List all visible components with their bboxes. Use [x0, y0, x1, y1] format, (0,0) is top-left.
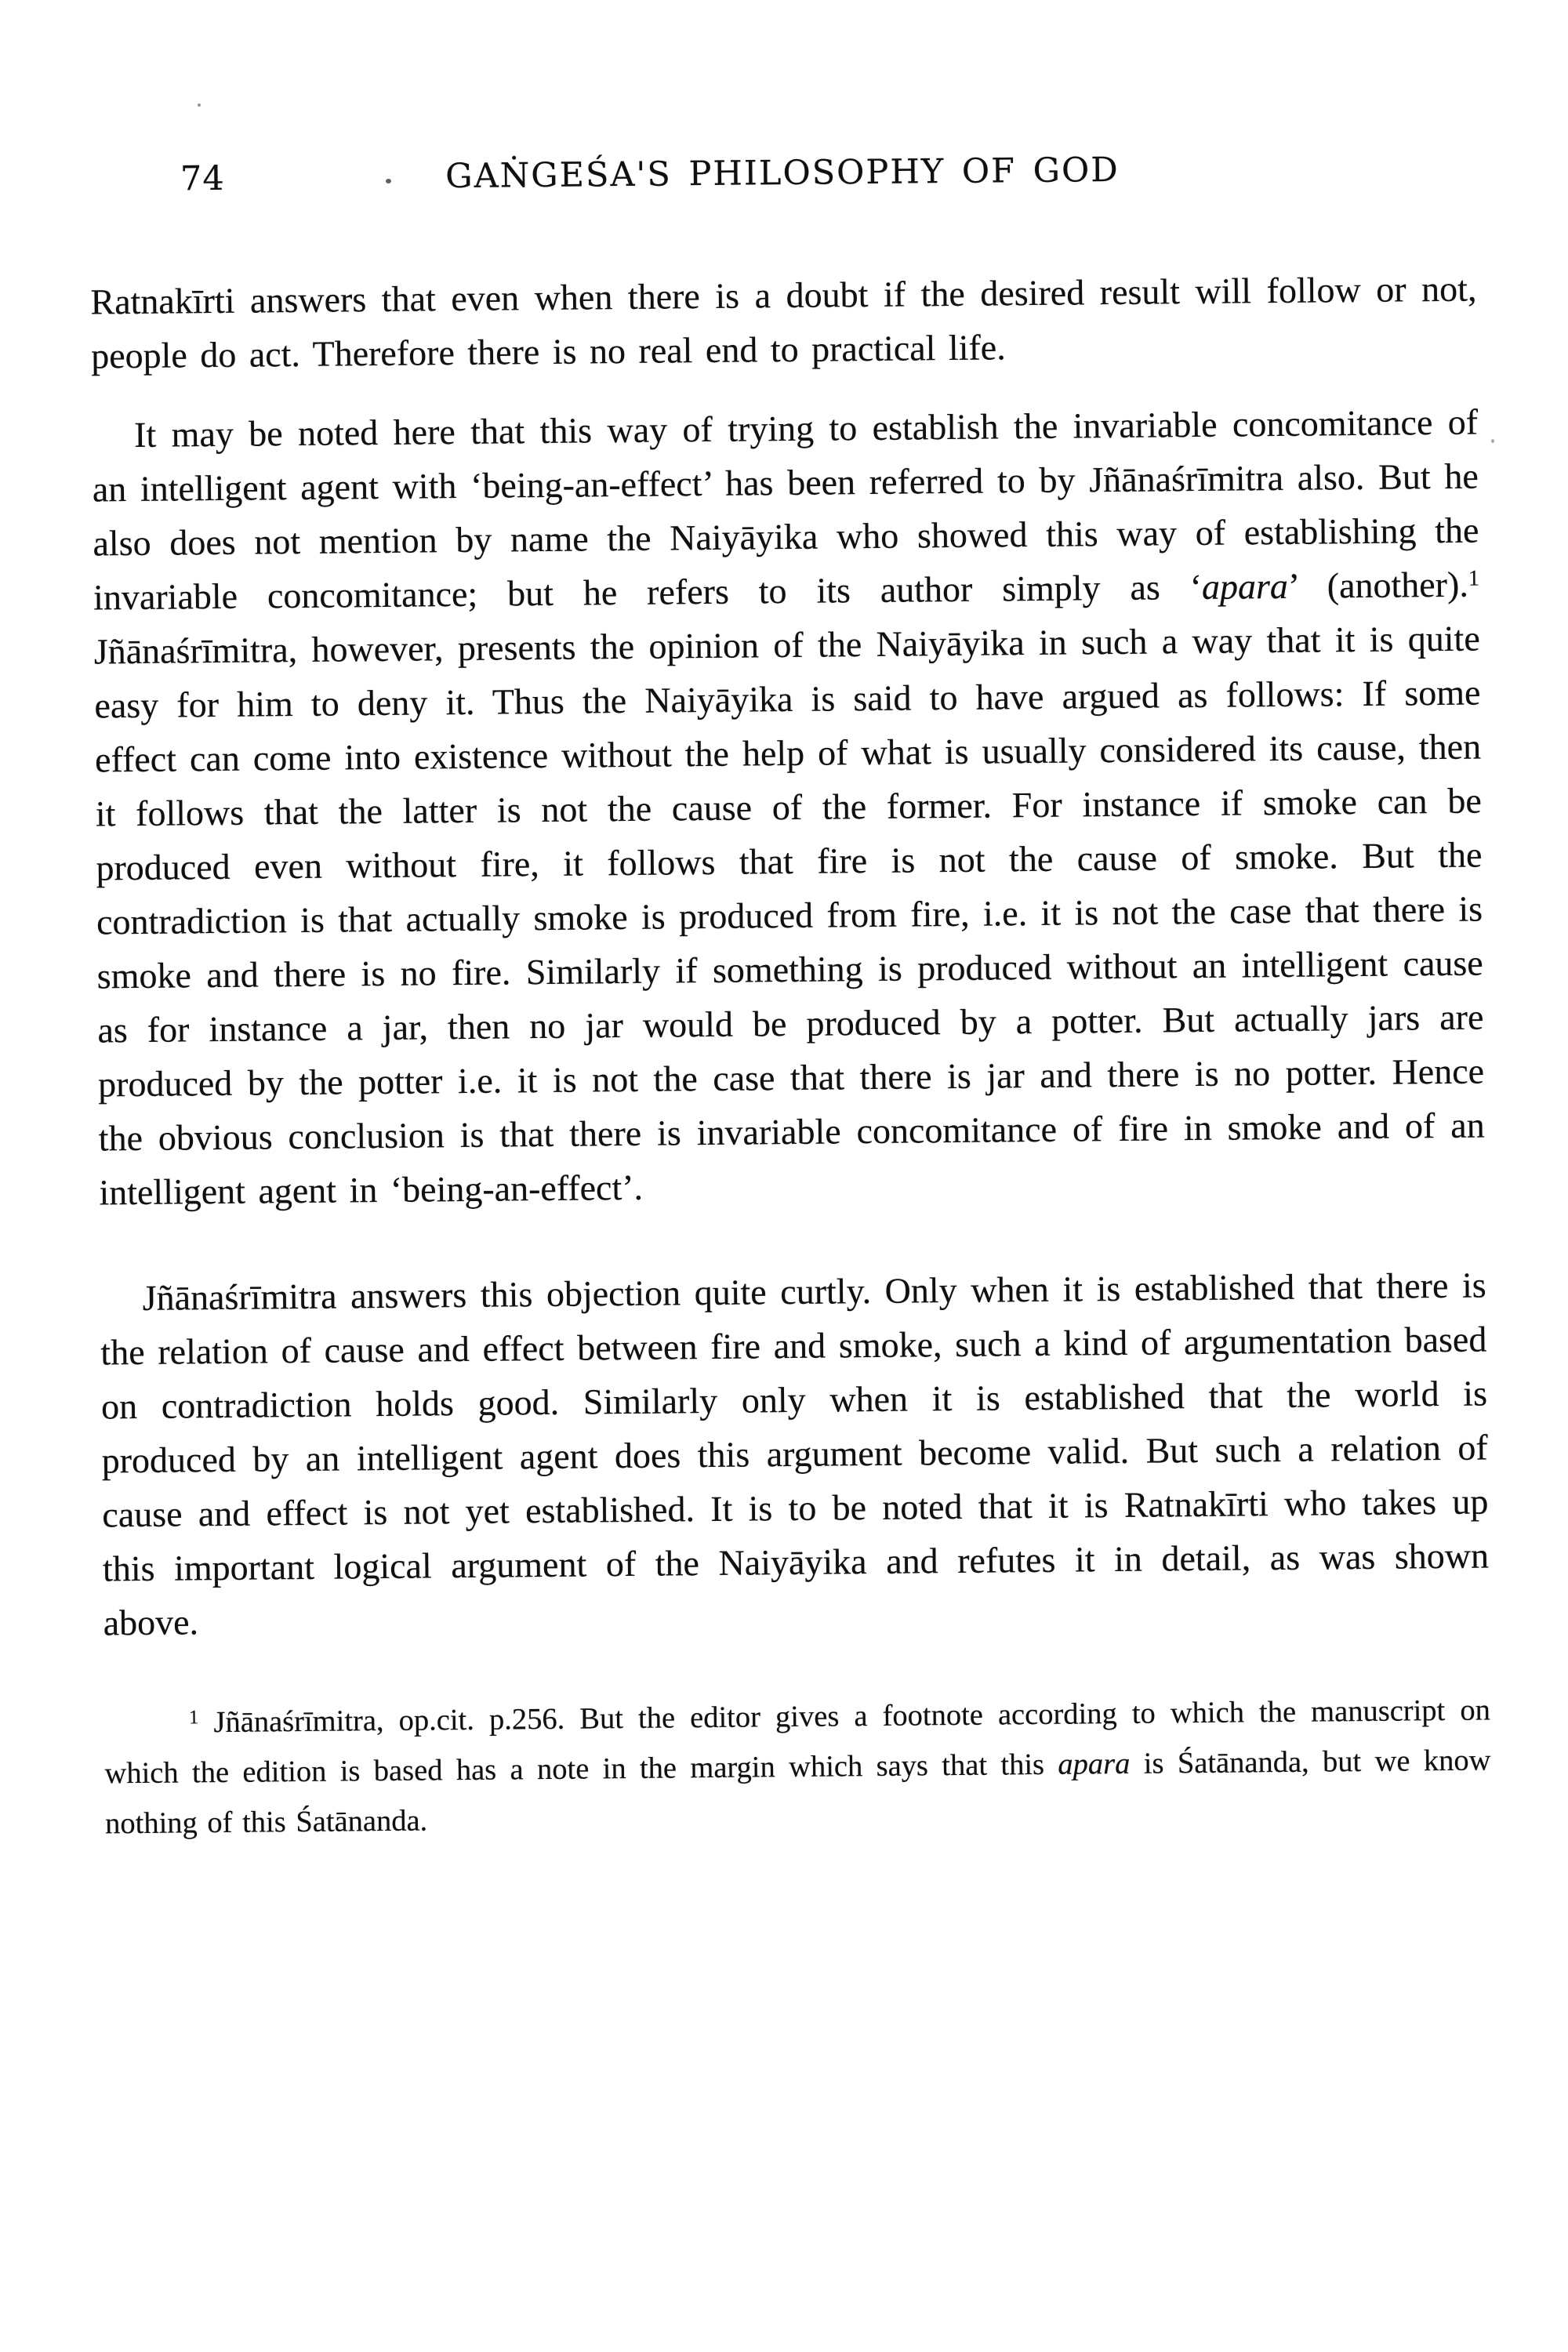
paragraph-2	[92, 395, 1486, 1220]
footnote-text: Jñānaśrīmitra, op.cit. p.256. But the editor gives a footnote according to which the manuscript on which the edition is based has a note in the margin which says that this	[104, 1693, 1491, 1791]
paragraph-3: Jñānaśrīmitra answers this objection quite curtly. Only when it is established that there is the relation of cause and effect between fire and smoke, such a kind of argumentation based on contradiction holds good. Similarly only when it is established that the world is produced by an intelligent agent does this argument become valid. But such a relation of cause and effect is not yet established. It is to be noted that it is Ratnakīrti who takes up this important logical argument of the Naiyāyika and refutes it in detail, as was shown above.	[100, 1265, 1490, 1643]
footnote-text: is Śatānanda, but we know nothing of this Śatānanda.	[104, 1744, 1491, 1841]
apara-italic: apara	[1201, 565, 1289, 607]
running-header	[89, 144, 1475, 203]
footnote	[104, 1685, 1492, 1849]
scan-speck	[1491, 439, 1494, 443]
paragraph-1: Ratnakīrti answers that even when there is a doubt if the desired result will follow or not, people do act. Therefore there is no real end to practical life.	[90, 268, 1477, 376]
footnote-reference: 1	[1468, 566, 1480, 591]
paragraph-2-text: ’ (another).	[1287, 564, 1469, 606]
paragraph-2-text: Jñānaśrīmitra, however, presents the opinion of the Naiyāyika in such a way that it is quite easy for him to deny it. Thus the Naiyāyika is said to have argued as follows: If some effect can come into existence without the help of what is usually considered its cause, then it follows that the latter is not the cause of the former. For instance if smoke can be produced even without fire, it follows that fire is not the cause of smoke. But the contradiction is that actually smoke is produced from fire, i.e. it is not the case that there is smoke and there is no fire. Similarly if something is produced without an intelligent cause as for instance a jar, then no jar would be produced by a potter. But actually jars are produced by the potter i.e. it is not the case that there is jar and there is no potter. Hence the obvious conclusion is that there is invariable concomitance of fire in smoke and of an intelligent agent in ‘being-an-effect’.	[93, 618, 1485, 1213]
page-content	[89, 144, 1492, 1849]
page-number: 74	[180, 158, 225, 199]
apara-italic-footnote: apara	[1058, 1747, 1131, 1781]
scan-speck	[198, 103, 201, 107]
footnote-marker: 1	[188, 1707, 199, 1729]
running-header-title: GAṄGEŚA'S PHILOSOPHY OF GOD	[445, 150, 1120, 197]
paragraph-2-text: It may be noted here that this way of trying to establish the invariable concomitance of an intelligent agent with ‘being-an-effect’ has been referred to by Jñānaśrīmitra also. But he also does not mention by name the Naiyāyika who showed this way of establishing the invariable concomitance; but he refers to its author simply as ‘	[92, 401, 1479, 618]
